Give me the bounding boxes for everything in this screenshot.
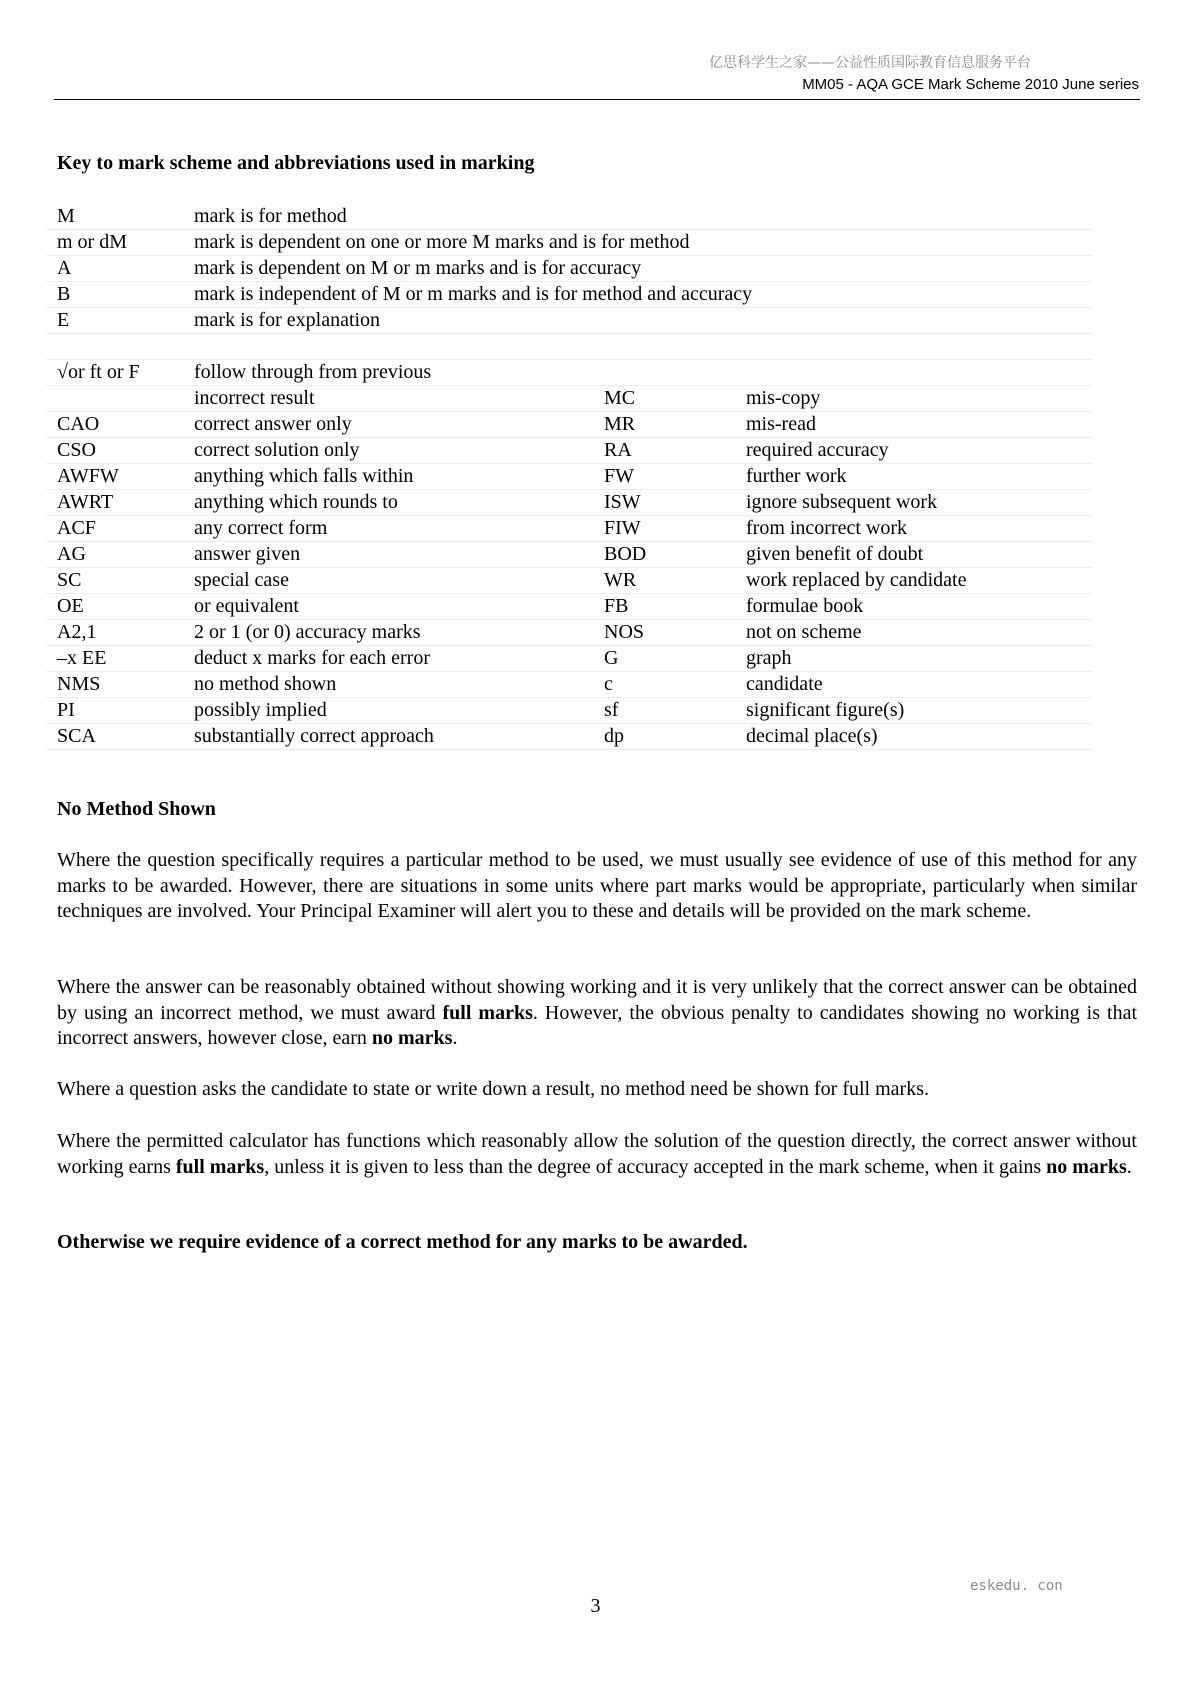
- table-row: [46, 620, 1092, 646]
- nms-section-heading: No Method Shown: [57, 798, 216, 820]
- paragraph-text: . However, the obvious penalty to candidates showing no working is that incorrect answers, however close, earn: [57, 1001, 1137, 1049]
- footer-watermark: eskedu. con: [970, 1578, 1063, 1594]
- paragraph-text: , unless it is given to less than the degree of accuracy accepted in the mark scheme, when it gains: [264, 1155, 1047, 1178]
- abbr-code: CAO: [46, 412, 183, 438]
- table-row: [46, 308, 1092, 334]
- abbr-meaning: possibly implied: [183, 698, 593, 724]
- abbr-meaning: further work: [735, 464, 1092, 490]
- abbr-code: ISW: [593, 490, 735, 516]
- abbr-code: c: [593, 672, 735, 698]
- abbr-meaning: mis-read: [735, 412, 1092, 438]
- abbr-code: FW: [593, 464, 735, 490]
- abbr-code: BOD: [593, 542, 735, 568]
- table-row: [46, 386, 1092, 412]
- abbr-code: dp: [593, 724, 735, 750]
- abbr-code: AWRT: [46, 490, 183, 516]
- emphasis-no-marks: no marks: [371, 1027, 453, 1049]
- nms-paragraph-1: Where the question specifically requires a particular method to be used, we must usually see evidence of use of this method for any marks to be awarded. However, there are situations in some units where part marks would be appropriate, particularly when similar techniques are involved. Your Principal Examiner will alert you to these and details will be provided on the mark scheme.: [57, 849, 1137, 922]
- abbr-code: A: [46, 256, 183, 282]
- table-row: [46, 282, 1092, 308]
- nms-final-note: Otherwise we require evidence of a correct method for any marks to be awarded.: [57, 1231, 748, 1253]
- abbr-meaning: significant figure(s): [735, 698, 1092, 724]
- abbr-meaning: ignore subsequent work: [735, 490, 1092, 516]
- abbr-code: ACF: [46, 516, 183, 542]
- abbr-meaning: 2 or 1 (or 0) accuracy marks: [183, 620, 593, 646]
- abbr-code: sf: [593, 698, 735, 724]
- abbr-code: SC: [46, 568, 183, 594]
- abbr-code: FB: [593, 594, 735, 620]
- abbr-meaning: mark is dependent on M or m marks and is for accuracy: [183, 256, 1092, 282]
- table-row: [46, 412, 1092, 438]
- table-row: [46, 646, 1092, 672]
- abbr-meaning: no method shown: [183, 672, 593, 698]
- abbr-meaning: mark is independent of M or m marks and is for method and accuracy: [183, 282, 1092, 308]
- table-row: [46, 516, 1092, 542]
- table-row: [46, 490, 1092, 516]
- abbr-meaning: answer given: [183, 542, 593, 568]
- abbr-code: G: [593, 646, 735, 672]
- abbr-code: NOS: [593, 620, 735, 646]
- running-header-title: MM05 - AQA GCE Mark Scheme 2010 June series: [802, 76, 1139, 93]
- paragraph-text: Where the answer can be reasonably obtained without showing working and it is very unlikely that the correct answer can be obtained by using an incorrect method, we must award: [57, 976, 1137, 1024]
- abbr-meaning: special case: [183, 568, 593, 594]
- abbr-code: B: [46, 282, 183, 308]
- abbr-code: M: [46, 204, 183, 230]
- abbr-code: –x EE: [46, 646, 183, 672]
- abbr-meaning: given benefit of doubt: [735, 542, 1092, 568]
- header-divider: [54, 99, 1140, 100]
- table-row: [46, 672, 1092, 698]
- emphasis-full-marks: full marks: [175, 1155, 265, 1178]
- table-spacer-row: [46, 334, 1092, 360]
- table-row: [46, 360, 1092, 386]
- abbr-code: MC: [593, 386, 735, 412]
- abbr-code: RA: [593, 438, 735, 464]
- abbr-meaning: deduct x marks for each error: [183, 646, 593, 672]
- paragraph-text: .: [1126, 1155, 1132, 1178]
- abbr-code: A2,1: [46, 620, 183, 646]
- paragraph-text: Where the permitted calculator has functions which reasonably allow the solution of the question directly, the correct answer without working earns: [57, 1130, 1137, 1178]
- key-section-heading: Key to mark scheme and abbreviations used in marking: [57, 152, 535, 174]
- abbr-meaning: substantially correct approach: [183, 724, 593, 750]
- abbr-meaning: not on scheme: [735, 620, 1092, 646]
- abbr-meaning: candidate: [735, 672, 1092, 698]
- table-row: [46, 464, 1092, 490]
- abbr-code: E: [46, 308, 183, 334]
- abbreviations-table: [46, 204, 1092, 750]
- abbr-meaning: formulae book: [735, 594, 1092, 620]
- abbr-code: NMS: [46, 672, 183, 698]
- abbr-code: m or dM: [46, 230, 183, 256]
- table-row: [46, 594, 1092, 620]
- abbr-meaning: mis-copy: [735, 386, 1092, 412]
- table-row: [46, 438, 1092, 464]
- table-row: [46, 542, 1092, 568]
- abbr-meaning: anything which falls within: [183, 464, 593, 490]
- abbr-meaning: from incorrect work: [735, 516, 1092, 542]
- abbr-meaning: mark is for method: [183, 204, 1092, 230]
- abbr-meaning: incorrect result: [183, 386, 593, 412]
- abbr-meaning: follow through from previous: [183, 360, 593, 386]
- abbr-code: AG: [46, 542, 183, 568]
- table-row: [46, 568, 1092, 594]
- page-number: 3: [590, 1595, 601, 1617]
- abbr-code: WR: [593, 568, 735, 594]
- abbr-code: AWFW: [46, 464, 183, 490]
- nms-paragraph-2: [57, 975, 1137, 1052]
- abbr-meaning: mark is dependent on one or more M marks and is for method: [183, 230, 1092, 256]
- header-watermark: 亿思科学生之家——公益性质国际教育信息服务平台: [709, 55, 1031, 71]
- table-row: [46, 204, 1092, 230]
- table-row: [46, 256, 1092, 282]
- table-row: [46, 724, 1092, 750]
- abbr-code: MR: [593, 412, 735, 438]
- abbr-code: √or ft or F: [46, 360, 183, 386]
- abbr-code: OE: [46, 594, 183, 620]
- table-row: [46, 230, 1092, 256]
- abbr-meaning: decimal place(s): [735, 724, 1092, 750]
- abbr-code: SCA: [46, 724, 183, 750]
- abbr-meaning: or equivalent: [183, 594, 593, 620]
- abbr-meaning: work replaced by candidate: [735, 568, 1092, 594]
- paragraph-text: .: [452, 1027, 458, 1049]
- abbr-meaning: anything which rounds to: [183, 490, 593, 516]
- abbr-meaning: required accuracy: [735, 438, 1092, 464]
- abbr-code: CSO: [46, 438, 183, 464]
- table-row: [46, 698, 1092, 724]
- abbr-meaning: correct answer only: [183, 412, 593, 438]
- abbr-meaning: graph: [735, 646, 1092, 672]
- abbr-code: PI: [46, 698, 183, 724]
- abbr-meaning: correct solution only: [183, 438, 593, 464]
- nms-paragraph-4: [57, 1129, 1137, 1180]
- abbr-meaning: any correct form: [183, 516, 593, 542]
- abbr-code: FIW: [593, 516, 735, 542]
- emphasis-full-marks: full marks: [442, 1001, 533, 1024]
- abbr-meaning: mark is for explanation: [183, 308, 1092, 334]
- nms-paragraph-3: Where a question asks the candidate to state or write down a result, no method need be shown for full marks.: [57, 1078, 929, 1100]
- emphasis-no-marks: no marks: [1046, 1155, 1127, 1178]
